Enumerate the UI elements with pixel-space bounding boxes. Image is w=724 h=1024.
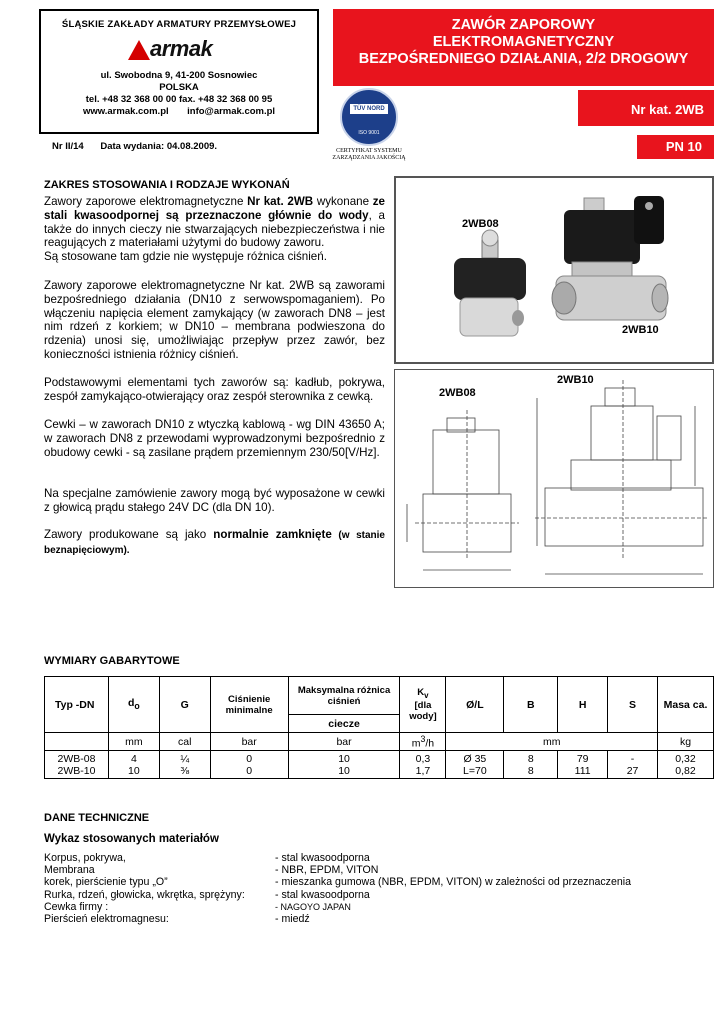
photo-label-2wb10: 2WB10 [622,324,659,336]
company-name: ŚLĄSKIE ZAKŁADY ARMATURY PRZEMYSŁOWEJ [61,19,297,30]
unit-d: mm [108,733,159,751]
row-ol: Ø 35 L=70 [446,751,504,779]
p6-bold: normalnie zamknięte [213,528,332,541]
col-mass: Masa ca. [658,677,714,733]
company-country: POLSKA [159,82,199,93]
technical-heading: DANE TECHNICZNE [44,812,150,824]
col-pmax: Maksymalna różnica ciśnień [288,677,400,715]
dimensions-table [44,676,714,779]
materials-list [44,852,631,925]
company-web[interactable]: www.armak.com.pl [82,106,169,117]
col-d: $d_o$ [108,677,159,733]
p1-catalog: Nr kat. 2WB [247,195,314,208]
valve-photo [394,176,714,364]
unit-kg: kg [658,733,714,751]
col-media: ciecze [288,715,400,733]
p1-last-line: Są stosowane tam gdzie nie występuje różnica ciśnień. [44,250,327,264]
materials-subheading: Wykaz stosowanych materiałów [44,833,219,845]
seal-tuv-label: TÜV NORD [350,104,388,114]
pressure-nominal: PN 10 [637,135,714,159]
certificate [328,88,410,162]
scope-paragraph-5: Na specjalne zamówienie zawory mogą być wyposażone w cewki z głowicą prądu stałego 24V DC (dla DN 10). [44,487,385,514]
material-row: korek, pierścienie typu „O” - mieszanka gumowa (NBR, EPDM, VITON) w zależności od przeznaczenia [44,876,631,889]
row-type: 2WB-08 2WB-10 [45,751,109,779]
col-b: B [504,677,558,733]
catalog-number: Nr kat. 2WB [578,90,714,126]
unit-kv: $m^3/h$ [400,733,446,751]
company-web-email [41,106,317,118]
col-ol: Ø/L [446,677,504,733]
material-row: Korpus, pokrywa, - stal kwasoodporna [44,852,370,864]
scope-paragraph-4: Cewki – w zaworach DN10 z wtyczką kablową - wg DIN 43650 A; w zaworach DN8 z przewodami wyprowadzonymi bezpośrednio z obudowy cewki - są zasilane prądem przemiennym 230/50[V/Hz]. [44,418,385,459]
row-s: - 27 [608,751,658,779]
p6-suffix: (w stanie beznapięciowym). [44,530,385,556]
row-pmin: 0 0 [210,751,288,779]
p1-text-3: , a także do innych cieczy nie stwarzających niebezpieczeństwa i nie reagujących z materiałami użytymi do budowy zaworu. [44,208,385,250]
seal-iso-label: ISO 9001 [358,130,380,136]
unit-pmin: bar [210,733,288,751]
dimensions-heading: WYMIARY GABARYTOWE [44,655,180,667]
row-pmax: 10 10 [288,751,400,779]
material-row: Rurka, rdzeń, głowicka, wkrętka, sprężyny: - stal kwasoodporna [44,888,370,901]
document-number: Nr II/14 [52,141,84,152]
company-email[interactable]: info@armak.com.pl [187,106,276,117]
photo-label-2wb08: 2WB08 [462,218,499,230]
row-g: ¼ ⅜ [159,751,210,779]
col-kv: $K_v$ [dla wody] [400,677,446,733]
row-d: 4 10 [108,751,159,779]
company-phones: tel. +48 32 368 00 00 fax. +48 32 368 00 95 [85,94,273,105]
title-line-1: ZAWÓR ZAPOROWY [451,17,596,33]
drawing-illustration [395,370,713,587]
certificate-caption-2: ZARZĄDZANIA JAKOŚCIĄ [332,155,406,161]
row-kv: 0,3 1,7 [400,751,446,779]
certificate-caption-1: CERTYFIKAT SYSTEMU [336,148,402,154]
valve-2wb08-icon [454,230,526,336]
document-date: Data wydania: 04.08.2009. [100,141,218,152]
row-b: 8 8 [504,751,558,779]
row-h: 79 111 [558,751,608,779]
tuv-seal-icon [340,88,398,146]
material-row: Pierścień elektromagnesu: - miedź [44,913,310,926]
scope-paragraph-1 [44,195,385,264]
title-line-2: ELEKTROMAGNETYCZNY [432,34,615,50]
p1-text: Zawory zaporowe elektromagnetyczne [44,195,248,208]
company-box [39,9,319,134]
title-box [333,9,714,86]
col-g: G [159,677,210,733]
title-line-3: BEZPOŚREDNIEGO DZIAŁANIA, 2/2 DROGOWY [358,51,689,67]
technical-drawing [394,369,714,588]
col-h: H [558,677,608,733]
logo-triangle-icon [128,40,150,60]
valve-photo-illustration [396,178,712,362]
logo-text: armak [150,36,213,61]
valve-2wb10-icon [552,196,668,320]
p6-text: Zawory produkowane są jako [44,528,214,541]
col-s: S [608,677,658,733]
drawing-label-2wb08: 2WB08 [439,387,476,399]
document-meta [52,141,231,152]
drawing-label-2wb10: 2WB10 [557,374,594,386]
scope-paragraph-6 [44,528,385,558]
col-type: Typ -DN [45,677,109,733]
scope-paragraph-3: Podstawowymi elementami tych zaworów są: kadłub, pokrywa, zespół zamykająco-otwierający oraz zespół sterownika z cewką. [44,376,385,403]
unit-mm: mm [446,733,658,751]
col-pmin: Ciśnienie minimalne [210,677,288,733]
unit-pmax: bar [288,733,400,751]
material-row: Membrana - NBR, EPDM, VITON [44,864,379,877]
row-mass: 0,32 0,82 [658,751,714,779]
material-row: Cewka firmy : - NAGOYO JAPAN [44,900,351,913]
unit-g: cal [159,733,210,751]
armak-logo [114,38,244,64]
unit-blank [45,733,109,751]
scope-paragraph-2: Zawory zaporowe elektromagnetyczne Nr kat. 2WB są zaworami bezpośredniego działania (DN10 z serwowspomaganiem). Po włączeniu napięcia element zamykający (w zaworach DN8 – jest nim rdzeń z korkiem; w DN10 – membrana podwieszona do rdzenia) unosi się, umożliwiając przepływ przez zawór, bez konieczności istnienia różnicy ciśnień. [44,279,385,361]
p1-bold: ze stali kwasoodpornej są przeznaczone głównie do wody [44,195,385,222]
company-address: ul. Swobodna 9, 41-200 Sosnowiec [100,70,258,81]
p1-text-2: wykonane [313,195,373,208]
scope-heading: ZAKRES STOSOWANIA I RODZAJE WYKONAŃ [44,179,290,191]
